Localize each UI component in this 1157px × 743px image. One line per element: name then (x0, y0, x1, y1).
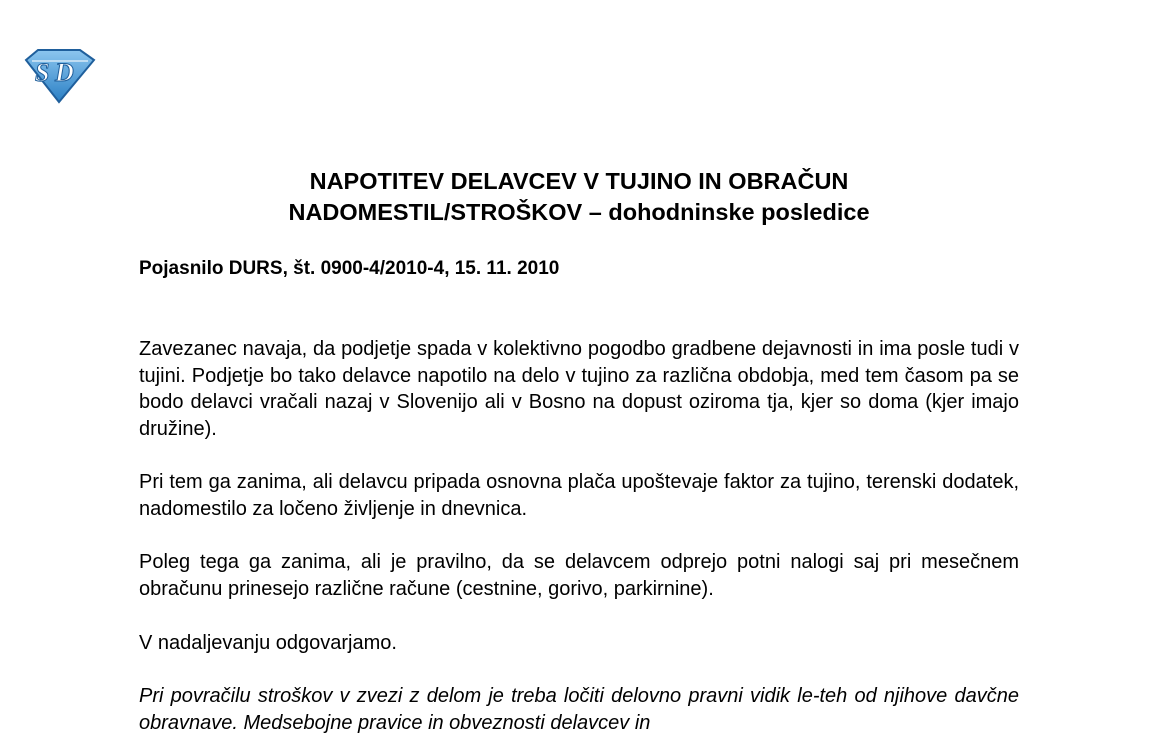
title-line-1: NAPOTITEV DELAVCEV V TUJINO IN OBRAČUN (309, 168, 849, 194)
paragraph: Poleg tega ga zanima, ali je pravilno, da se delavcem odprejo potni nalogi saj pri mesečnem obračunu prinesejo različne račune (cestnine, gorivo, parkirnine). (139, 551, 1019, 600)
svg-text:D: D (55, 58, 74, 87)
document-title (140, 166, 1018, 228)
paragraph: Pri tem ga zanima, ali delavcu pripada osnovna plača upoštevaje faktor za tujino, terenski dodatek, nadomestilo za ločeno življenje in dnevnica. (139, 471, 1019, 520)
answer-paragraph: Pri povračilu stroškov v zvezi z delom je treba ločiti delovno pravni vidik le-teh od njihove davčne obravnave. Medsebojne pravice in obveznosti delavcev in (139, 685, 1019, 734)
paragraph: V nadaljevanju odgovarjamo. (139, 632, 397, 654)
svg-text:S: S (35, 58, 50, 87)
sd-logo-icon (22, 48, 96, 104)
title-line-2: NADOMESTIL/STROŠKOV – dohodninske posledice (288, 199, 870, 225)
paragraph: Zavezanec navaja, da podjetje spada v kolektivno pogodbo gradbene dejavnosti in ima posle tudi v tujini. Podjetje bo tako delavce napotilo na delo v tujino za različna obdobja, med tem časom pa se bodo delavci vračali nazaj v Slovenijo ali v Bosno na dopust oziroma tja, kjer so doma (kjer imajo družine). (139, 338, 1019, 440)
document-reference: Pojasnilo DURS, št. 0900-4/2010-4, 15. 11. 2010 (139, 258, 560, 279)
